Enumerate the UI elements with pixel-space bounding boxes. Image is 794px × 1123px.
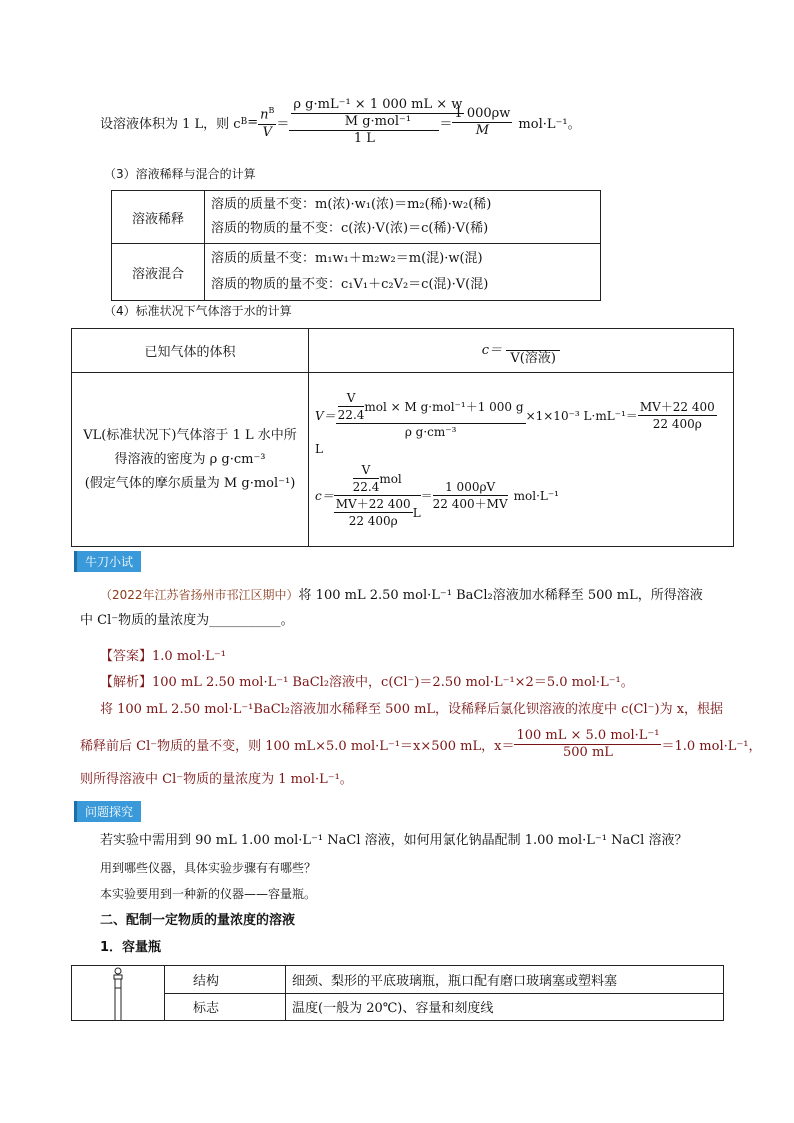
gas-table bbox=[71, 328, 734, 547]
right-formulas: V＝ $\frac{V}{22.4}$ mol × M g·mol⁻¹＋1 000 g ρ g·cm⁻³ ×1×10⁻³ L·mL⁻¹＝ $\frac{MV+22 400}{22 400\rho}$ L c＝ $\frac{V}{22.4}$ mol $\frac{MV+22 400}{22 400\rho}$ L ＝ $\frac{1 000\rho V}{22 400+MV}$ mol·L⁻¹ bbox=[309, 373, 734, 547]
c-formula: c＝ $\frac{V}{22.4}$ mol $\frac{MV+22 400}{22 400\rho}$ L ＝ $\frac{1 000\rho V}{22 400+MV}$ mol·L⁻¹ bbox=[315, 463, 559, 528]
tag-practice: 牛刀小试 bbox=[74, 551, 141, 572]
analysis-4: 则所得溶液中 Cl⁻物质的量浓度为 1 mol·L⁻¹。 bbox=[80, 772, 353, 787]
row-value: 细颈、梨形的平底玻璃瓶，瓶口配有磨口玻璃塞或塑料塞 bbox=[286, 966, 724, 994]
tag-inquiry: 问题探究 bbox=[74, 801, 141, 822]
v-formula: V＝ $\frac{V}{22.4}$ mol × M g·mol⁻¹＋1 000 g ρ g·cm⁻³ ×1×10⁻³ L·mL⁻¹＝ $\frac{MV+22 400}{22 400\rho}$ bbox=[315, 391, 715, 439]
analysis-3: 稀释前后 Cl⁻物质的量不变，则 100 mL×5.0 mol·L⁻¹＝x×500 mL，x＝ $\frac{\text{100 mL × 5.0 mol·L⁻¹}}{500 mL}$ ＝1.0 mol·L⁻¹， bbox=[80, 727, 762, 760]
left-description: VL(标准状况下)气体溶于 1 L 水中所 得溶液的密度为 ρ g·cm⁻³ (假定气体的摩尔质量为 M g·mol⁻¹) bbox=[72, 373, 309, 547]
analysis-2: 将 100 mL 2.50 mol·L⁻¹BaCl₂溶液加水稀释至 500 mL，设稀释后氯化钡溶液的浓度中 c(Cl⁻)为 x，根据 bbox=[100, 702, 724, 717]
row-label: 结构 bbox=[165, 966, 286, 994]
subsection-title: 1．容量瓶 bbox=[100, 940, 162, 955]
flask-image-cell bbox=[72, 966, 165, 1021]
row-label: 标志 bbox=[165, 993, 286, 1021]
row-label: 溶液混合 bbox=[112, 244, 205, 301]
inquiry-line2: 用到哪些仪器，具体实验步骤有有哪些？ bbox=[100, 861, 317, 875]
answer: 【答案】1.0 mol·L⁻¹ bbox=[100, 649, 226, 664]
result-fraction: $\frac{1 000\rho w}{M}$ bbox=[454, 105, 511, 138]
row-value: 溶质的质量不变：m₁w₁＋m₂w₂＝m(混)·w(混) 溶质的物质的量不变：c₁V₁＋c₂V₂＝c(混)·V(混) bbox=[205, 244, 601, 301]
inquiry-question: 若实验中需用到 90 mL 1.00 mol·L⁻¹ NaCl 溶液，如何用氯化钠晶配制 1.00 mol·L⁻¹ NaCl 溶液？ bbox=[100, 833, 688, 848]
flask-table bbox=[71, 965, 724, 1021]
dilution-table bbox=[111, 190, 601, 301]
inquiry-line3: 本实验要用到一种新的仪器——容量瓶。 bbox=[100, 887, 317, 901]
exercise: （2022年江苏省扬州市邗江区期中）将 100 mL 2.50 mol·L⁻¹ BaCl₂溶液加水稀释至 500 mL，所得溶液 bbox=[100, 588, 703, 603]
header-right: c＝ V(溶液) bbox=[309, 329, 734, 373]
volumetric-flask-icon bbox=[108, 966, 128, 1020]
section-title: 二、配制一定物质的量浓度的溶液 bbox=[100, 913, 296, 928]
s3-heading: （3）溶液稀释与混合的计算 bbox=[104, 167, 256, 181]
s4-heading: （4）标准状况下气体溶于水的计算 bbox=[104, 304, 292, 318]
big-fraction: $\frac{\frac{\text{ρ g·mL⁻¹ × 1 000 mL × w}}{\text{M g·mol⁻¹}}}{1 L}$ bbox=[289, 97, 439, 147]
exercise-line2: 中 Cl⁻物质的量浓度为___________。 bbox=[80, 613, 294, 628]
row-value: 温度(一般为 20℃)、容量和刻度线 bbox=[286, 993, 724, 1021]
nb-over-v: $\frac{n^B}{V}$ bbox=[258, 103, 276, 140]
row-label: 溶液稀释 bbox=[112, 191, 205, 244]
row-value: 溶质的质量不变：m(浓)·w₁(浓)＝m₂(稀)·w₂(稀) 溶质的物质的量不变：c(浓)·V(浓)＝c(稀)·V(稀) bbox=[205, 191, 601, 244]
formula-top: 设溶液体积为 1 L，则 c B = $\frac{n^B}{V}$ ＝ $\frac{\frac{\text{ρ g·mL⁻¹ × 1 000 mL × w}}{\text{M g·mol⁻¹}}}{1 L}$ ＝ $\frac{1 000\rho w}{M}$ mol·L⁻¹。 bbox=[100, 97, 581, 146]
header-left: 已知气体的体积 bbox=[72, 329, 309, 373]
analysis-1: 【解析】100 mL 2.50 mol·L⁻¹ BaCl₂溶液中，c(Cl⁻)＝2.50 mol·L⁻¹×2＝5.0 mol·L⁻¹。 bbox=[100, 675, 634, 690]
